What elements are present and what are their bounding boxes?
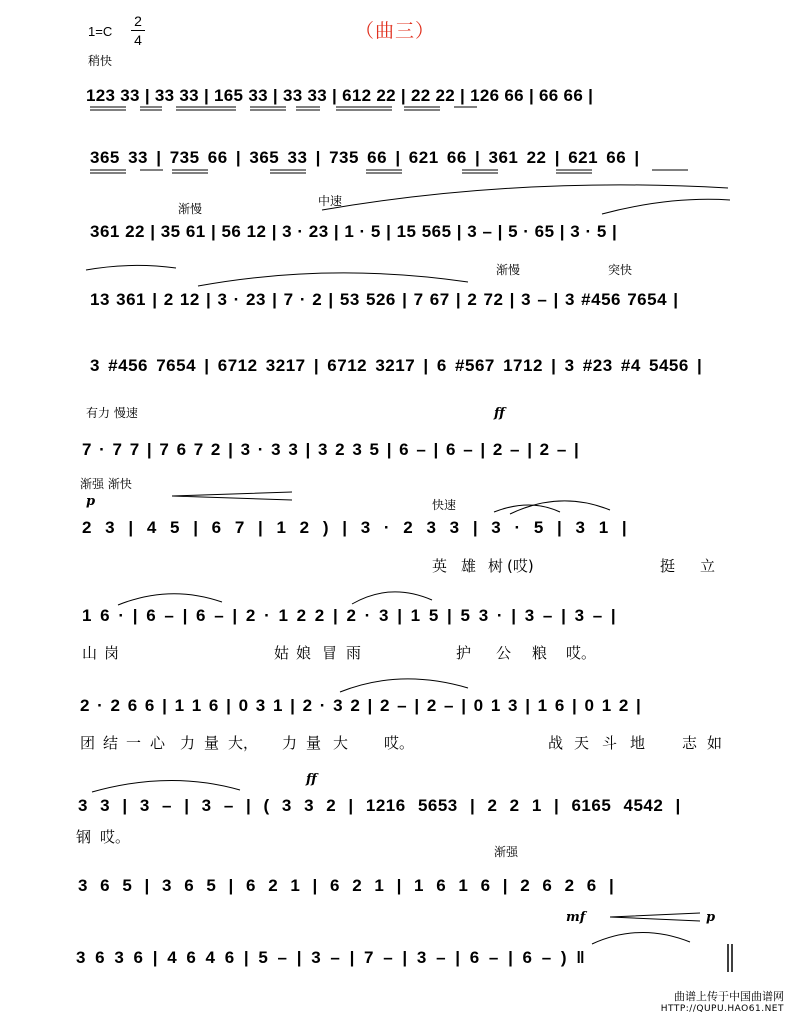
notation-row: 13 361 | 2 12 | 3 · 23 | 7 · 2 | 53 526 | 7 67 | 2 72 | 3 – | 3 #456 7654 |: [90, 290, 679, 309]
tempo-marking: 快速: [432, 498, 457, 512]
tempo-marking: 有力 慢速: [86, 406, 138, 420]
notation-row: 2 3 | 4 5 | 6 7 | 1 2 ) | 3 · 2 3 3 | 3 · 5 | 3 1 |: [82, 518, 628, 537]
meter-bottom: 4: [134, 32, 142, 48]
lyric-syllable: 心: [150, 734, 166, 752]
notation-row: 7 · 7 7 | 7 6 7 2 | 3 · 3 3 | 3 2 3 5 | 6 – | 6 – | 2 – | 2 – |: [82, 440, 580, 459]
notation-row: 3 6 5 | 3 6 5 | 6 2 1 | 6 2 1 | 1 6 1 6 | 2 6 2 6 |: [78, 876, 615, 895]
lyric-syllable: 立: [700, 557, 716, 575]
lyric-syllable: 地: [630, 734, 646, 752]
slur: [198, 273, 468, 286]
footer-text: 曲谱上传于中国曲谱网: [674, 990, 784, 1003]
slur: [510, 501, 610, 514]
lyric-syllable: 哎。: [384, 734, 415, 752]
tempo-marking: 中速: [318, 194, 343, 208]
dynamic-p: p: [86, 494, 96, 509]
lyric-syllable: 力: [180, 734, 196, 752]
lyric-syllable: 哎。: [566, 644, 597, 662]
meter-divider: [131, 30, 145, 31]
beam-line: [90, 170, 306, 173]
lyric-syllable: 大，: [228, 734, 259, 752]
notation-row: 2 · 2 6 6 | 1 1 6 | 0 3 1 | 2 · 3 2 | 2 – | 2 – | 0 1 3 | 1 6 | 0 1 2 |: [80, 696, 642, 715]
key-signature: 1=C: [88, 24, 113, 39]
lyric-syllable: 结: [103, 734, 119, 752]
time-signature: [131, 13, 145, 48]
lyric-syllable: 力: [282, 734, 298, 752]
lyric-syllable: 粮: [532, 644, 548, 662]
lyric-syllable: 冒: [322, 644, 338, 662]
hairpin: [172, 492, 292, 500]
dynamic-p: p: [706, 910, 716, 925]
lyric-syllable: 量: [306, 734, 322, 752]
lyric-syllable: (哎): [507, 557, 534, 575]
score-title: （曲三）: [355, 20, 436, 42]
final-barline: [728, 944, 732, 972]
notation-row: 361 22 | 35 61 | 56 12 | 3 · 23 | 1 · 5 | 15 565 | 3 – | 5 · 65 | 3 · 5 |: [90, 222, 618, 241]
beam-line: [90, 107, 286, 110]
lyric-syllable: 雄: [461, 557, 477, 575]
tempo-marking: 渐强: [494, 845, 519, 859]
tempo-marking: 突快: [608, 263, 633, 277]
lyric-syllable: 哎。: [100, 828, 131, 846]
slur: [92, 780, 240, 792]
hairpin: [610, 913, 700, 921]
lyric-syllable: 公: [496, 644, 512, 662]
lyric-syllable: 树: [488, 557, 504, 575]
notation-row: 3 6 3 6 | 4 6 4 6 | 5 – | 3 – | 7 – | 3 – | 6 – | 6 – ) ‖: [76, 948, 586, 967]
beam-line: [296, 107, 477, 110]
lyric-syllable: 天: [574, 734, 590, 752]
lyric-syllable: 大: [333, 734, 349, 752]
tempo-marking: 渐慢: [496, 263, 521, 277]
lyric-syllable: 山: [82, 644, 98, 662]
notation-row: 1 6 · | 6 – | 6 – | 2 · 1 2 2 | 2 · 3 | 1 5 | 5 3 · | 3 – | 3 – |: [82, 606, 617, 625]
lyric-syllable: 斗: [602, 734, 618, 752]
tempo-marking: 稍快: [88, 54, 113, 68]
lyric-syllable: 姑: [274, 644, 290, 662]
lyric-syllable: 钢: [76, 828, 92, 846]
tempo-marking: 渐强 渐快: [80, 477, 132, 491]
notation-row: 3 #456 7654 | 6712 3217 | 6712 3217 | 6 #567 1712 | 3 #23 #4 5456 |: [90, 356, 703, 375]
slur: [86, 265, 176, 270]
notation-row: 3 3 | 3 – | 3 – | ( 3 3 2 | 1216 5653 | 2 2 1 | 6165 4542 |: [78, 796, 681, 815]
slur: [494, 505, 560, 512]
lyric-syllable: 英: [432, 557, 448, 575]
slur: [352, 592, 432, 604]
meter-top: 2: [134, 13, 142, 29]
lyric-syllable: 雨: [346, 644, 362, 662]
slur: [602, 199, 730, 214]
lyric-syllable: 志: [682, 734, 698, 752]
lyric-syllable: 护: [456, 644, 472, 662]
dynamic-ff: ff: [494, 406, 505, 421]
lyric-syllable: 战: [548, 734, 564, 752]
notation-row: 365 33 | 735 66 | 365 33 | 735 66 | 621 66 | 361 22 | 621 66 |: [90, 148, 640, 167]
footer-url: HTTP://QUPU.HAO61.NET: [660, 1004, 784, 1014]
lyric-syllable: 岗: [104, 644, 120, 662]
lyric-syllable: 量: [204, 734, 220, 752]
tempo-marking: 渐慢: [178, 202, 203, 216]
beam-line: [366, 170, 688, 173]
lyric-syllable: 团: [80, 734, 96, 752]
slur: [592, 932, 690, 944]
lyric-syllable: 一: [126, 734, 142, 752]
dynamic-ff: ff: [306, 772, 317, 787]
lyric-syllable: 如: [707, 734, 723, 752]
notation-row: 123 33 | 33 33 | 165 33 | 33 33 | 612 22 | 22 22 | 126 66 | 66 66 |: [86, 86, 594, 105]
slur: [322, 185, 728, 210]
slur: [340, 679, 468, 692]
slur: [118, 594, 222, 605]
dynamic-mf: mf: [566, 910, 586, 925]
lyric-syllable: 娘: [296, 644, 312, 662]
watermark-footer: [661, 990, 784, 1016]
lyric-syllable: 挺: [660, 557, 676, 575]
